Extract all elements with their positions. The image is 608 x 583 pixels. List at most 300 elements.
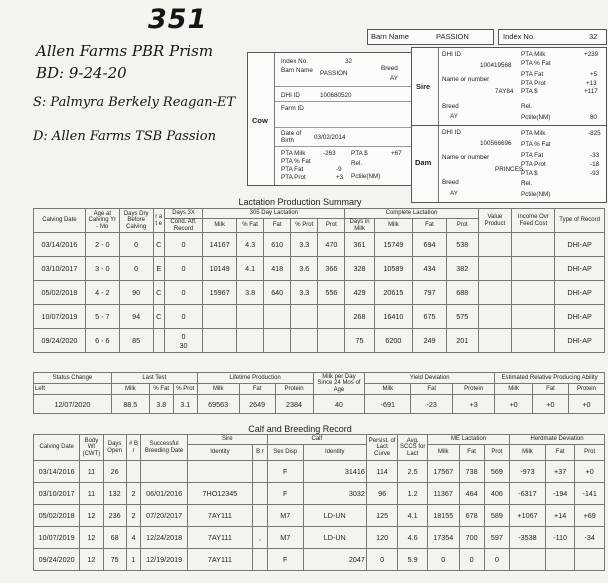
calf-sire [187,461,252,483]
lact-dry: 0 [119,257,153,281]
dam-pta-fatpct-label: PTA % Fat [521,141,551,148]
lact-fatpct: 4.3 [237,233,264,257]
calf-succ: 12/19/2019 [141,549,187,571]
table-row [34,483,605,505]
lact-h-cprot: Prot [446,219,478,233]
calf-h-bodywt: Body Wt (CWT) [80,435,103,461]
lact-h-days-milk: Days in Milk [345,219,374,233]
dam-pta-milk-value: -825 [588,130,601,137]
lact-type: DHI-AP [555,257,605,281]
lact-dim: 328 [345,257,374,281]
handwritten-number: 351 [148,4,208,35]
calf-h-nbr: # B r [126,435,141,461]
lact-rate [153,329,164,353]
lact-fat: 610 [264,233,291,257]
status-h-left: Left [34,384,112,395]
lact-age: 5 - 7 [85,305,119,329]
cow-pta-dollar-value: +67 [391,150,402,157]
calf-br [253,549,268,571]
sire-section-label: Sire [416,82,431,91]
lact-date: 10/07/2019 [34,305,86,329]
lact-d3x: 0 [181,288,186,297]
calf-persist: 125 [366,505,398,527]
calf-nbr: 1 [126,549,141,571]
lact-fatpct [237,329,264,353]
lact-cmilk: 15749 [374,233,412,257]
calf-h-hd-prot: Prot [575,445,605,461]
status-h-milk: Milk [111,384,149,395]
calf-sex: F [267,483,303,505]
dam-pta-prot-label: PTA Prot [521,161,546,168]
status-h-mpd: Milk per Day Since 24 Mos of Age [313,373,365,395]
lact-h-rate: r a t e [153,209,164,233]
lact-date: 05/02/2018 [34,281,86,305]
calf-me-prot: 597 [484,527,509,549]
calf-wt: 12 [80,549,103,571]
calf-h-calf: Calf [267,435,366,445]
table-row [34,505,605,527]
calf-succ: 06/01/2016 [141,483,187,505]
calf-hd-milk: -3538 [510,527,546,549]
lact-d3x-cond [164,281,202,305]
calf-hd-prot: -141 [575,483,605,505]
calf-nbr [126,461,141,483]
calf-me-prot: 406 [484,483,509,505]
cow-index-label: Index No. [281,58,308,65]
calf-persist: 120 [366,527,398,549]
calf-sccs: 2.5 [398,461,427,483]
status-mpd: 40 [313,395,365,414]
calf-hd-prot: +69 [575,505,605,527]
dam-dhi-value: 100566696 [480,140,512,147]
calf-hd-prot: +0 [575,461,605,483]
status-fatpct: 3.8 [149,395,173,414]
calf-nbr: 2 [126,483,141,505]
lact-cfat: 675 [413,305,447,329]
status-emilk: +0 [495,395,533,414]
sire-pta-milk-label: PTA Milk [521,51,546,58]
calf-open: 236 [103,505,126,527]
calf-persist: 114 [366,461,398,483]
lact-d3x: 0 [181,264,186,273]
calf-persist: 0 [366,549,398,571]
lact-dry: 94 [119,305,153,329]
calf-h-me-prot: Prot [484,445,509,461]
lact-cond: 30 [179,340,188,350]
status-yfat: -23 [411,395,453,414]
index-no-label: Index No. [503,32,536,41]
cow-pta-fat-label: PTA Fat [281,166,304,173]
calf-wt: 11 [80,483,103,505]
dam-breed-label: Breed [442,179,459,186]
calf-br [253,483,268,505]
calf-hd-milk [510,549,546,571]
lact-age: 3 - 0 [85,257,119,281]
lact-d3x-cond [164,257,202,281]
handwritten-sire: S: Palmyra Berkely Reagan-ET [33,95,236,110]
calf-open: 132 [103,483,126,505]
lact-income [512,281,555,305]
status-h-change: Status Change [34,373,112,384]
lact-cmilk: 6200 [374,329,412,353]
dam-pctile-label: Pctile(NM) [521,191,551,198]
status-h-lprot: Protein [275,384,313,395]
calf-sex: F [267,549,303,571]
table-row [34,395,605,414]
calf-h-date: Calving Date [34,435,80,461]
calf-me-milk: 0 [427,549,459,571]
status-ymilk: -691 [365,395,411,414]
lact-rate: C [153,233,164,257]
lact-d3x: 0 [181,240,186,249]
sire-box [411,47,607,127]
calf-me-prot: 589 [484,505,509,527]
cow-pta-milk-label: PTA Milk [281,150,306,157]
sire-dhi-label: DHI ID [442,51,461,58]
status-h-protpct: % Prot [173,384,197,395]
lact-cfat: 249 [413,329,447,353]
calf-h-calf-id: Identity [303,445,366,461]
calf-date: 03/14/2016 [34,461,80,483]
calf-wt: 12 [80,527,103,549]
calf-me-milk: 11367 [427,483,459,505]
calf-h-hd-fat: Fat [545,445,574,461]
sire-rel-label: Rel. [521,103,533,110]
calf-me-milk: 17354 [427,527,459,549]
lact-prot [318,329,345,353]
status-lfat: 2649 [239,395,275,414]
calf-h-herd: Herdmate Deviation [510,435,605,445]
lact-h-protpct: % Prot [291,219,318,233]
lact-protpct: 3.3 [291,281,318,305]
calf-id: 3032 [303,483,366,505]
lact-cmilk: 20615 [374,281,412,305]
calf-me-fat: 738 [459,461,484,483]
calf-me-prot: 569 [484,461,509,483]
cow-breed-value: AY [390,75,398,82]
lact-h-milk: Milk [203,219,237,233]
lact-type: DHI-AP [555,281,605,305]
lact-d3x-cond [164,329,202,353]
lact-h-age: Age at Calving Yr - Mo [85,209,119,233]
calf-date: 05/02/2018 [34,505,80,527]
lact-prot [318,305,345,329]
status-table [33,372,605,414]
calf-sire: 7HO12345 [187,483,252,505]
lact-cfat: 694 [413,233,447,257]
cow-pta-dollar-label: PTA $ [351,150,368,157]
lact-fat: 640 [264,281,291,305]
status-h-yfat: Fat [411,384,453,395]
calf-sex: M7 [267,505,303,527]
status-h-efat: Fat [533,384,569,395]
dam-name-label: Name or number [442,154,490,161]
sire-pta-fat-value: +5 [590,71,598,78]
cow-barn-value: PASSION [320,70,348,77]
status-milk: 88.5 [111,395,149,414]
calf-date: 10/07/2019 [34,527,80,549]
dam-section-label: Dam [415,158,432,167]
lact-d3x-cond [164,305,202,329]
dam-pta-dollar-label: PTA $ [521,170,538,177]
calf-hd-fat: +37 [545,461,574,483]
lact-prot: 366 [318,257,345,281]
calf-sccs: 4.1 [398,505,427,527]
status-h-ymilk: Milk [365,384,411,395]
lact-prot: 556 [318,281,345,305]
sire-name-label: Name or number [442,76,490,83]
cow-pta-fatpct-label: PTA % Fat [281,158,311,165]
cow-farm-label: Farm ID [281,105,304,112]
calf-hd-fat: -110 [545,527,574,549]
calf-sex: M7 [267,527,303,549]
table-row [34,257,605,281]
calf-hd-prot: -34 [575,527,605,549]
lact-protpct: 3.6 [291,257,318,281]
lact-age: 4 - 2 [85,281,119,305]
calf-sccs: 5.9 [398,549,427,571]
lact-h-value: Value Product [478,209,512,233]
barn-name-value: PASSION [436,32,469,41]
sire-pta-prot-label: PTA Prot [521,80,546,87]
calf-br [253,461,268,483]
lact-value [478,329,512,353]
lact-protpct [291,329,318,353]
lact-h-prot: Prot [318,219,345,233]
lact-h-305: 305 Day Lactation [203,209,345,219]
dam-pta-fat-value: -33 [590,152,600,159]
lact-fat: 418 [264,257,291,281]
lact-type: DHI-AP [555,305,605,329]
lact-cprot: 575 [446,305,478,329]
lact-h-days-dry: Days Dry Before Calving [119,209,153,233]
calf-me-milk: 17567 [427,461,459,483]
calf-hd-milk: -6317 [510,483,546,505]
lact-dim: 429 [345,281,374,305]
cow-index-value: 32 [345,58,353,65]
cow-pta-milk-value: -263 [323,150,336,157]
calf-id: 31416 [303,461,366,483]
lact-d3x: 0 [181,312,186,321]
calf-wt: 11 [80,461,103,483]
cow-box [247,52,413,186]
lact-milk: 10149 [203,257,237,281]
status-h-yield: Yield Deviation [365,373,495,384]
lact-prot: 470 [318,233,345,257]
lact-fatpct [237,305,264,329]
lact-h-type: Type of Record [555,209,605,233]
calf-hd-fat [545,549,574,571]
lact-protpct: 3.3 [291,233,318,257]
lact-h-cond: Cond. Aff. Record [164,219,202,233]
calf-me-fat: 0 [459,549,484,571]
calf-succ: 07/20/2017 [141,505,187,527]
lact-income [512,257,555,281]
cow-section-label: Cow [252,116,268,125]
sire-breed-value: AY [450,113,458,120]
lact-rate: C [153,305,164,329]
dam-pta-prot-value: -18 [590,161,600,168]
sire-pta-prot-value: +13 [586,80,597,87]
lact-milk: 14167 [203,233,237,257]
calf-title: Calf and Breeding Record [248,424,352,434]
calf-sex: F [267,461,303,483]
calf-date: 03/10/2017 [34,483,80,505]
status-lprot: 2384 [275,395,313,414]
calf-open: 75 [103,549,126,571]
table-row [34,527,605,549]
calf-h-me: ME Lactation [427,435,509,445]
sire-pctile-value: 80 [590,114,598,121]
calf-hd-milk: -973 [510,461,546,483]
calf-id: 2047 [303,549,366,571]
calf-open: 68 [103,527,126,549]
sire-name-value: 7AY84 [495,88,514,95]
status-protpct: 3.1 [173,395,197,414]
status-h-erpa: Estimated Relative Producing Ability [495,373,605,384]
cow-pta-prot-label: PTA Prot [281,174,306,181]
lact-fatpct: 3.8 [237,281,264,305]
dam-pta-milk-label: PTA Milk [521,130,546,137]
handwritten-dam: D: Allen Farms TSB Passion [33,129,216,144]
lact-dry: 90 [119,281,153,305]
sire-pta-dollar-label: PTA $ [521,88,538,95]
lact-value [478,281,512,305]
lact-rate: C [153,281,164,305]
lact-income [512,233,555,257]
calf-me-fat: 678 [459,505,484,527]
sire-dhi-value: 100419568 [480,62,512,69]
calf-open: 26 [103,461,126,483]
calf-table [33,434,605,571]
lact-age: 2 - 0 [85,233,119,257]
cow-barn-label: Barn Name [281,67,313,74]
status-h-fatpct: % Fat [149,384,173,395]
lact-h-income: Income Ovr Feed Cost [512,209,555,233]
table-row [34,461,605,483]
status-eprot: +0 [568,395,604,414]
calf-id: LD-UN [303,505,366,527]
lact-cprot: 382 [446,257,478,281]
sire-breed-label: Breed [442,103,459,110]
sire-pta-milk-value: +239 [584,51,599,58]
table-row [34,329,605,353]
cow-pta-fat-value: -9 [336,166,342,173]
sire-pctile-label: Pctile(NM) [521,114,551,121]
status-yprot: +3 [453,395,495,414]
dam-name-value: PRINCES [495,166,523,173]
calf-sccs: 1.2 [398,483,427,505]
calf-nbr: 2 [126,505,141,527]
lact-rate: E [153,257,164,281]
lact-protpct [291,305,318,329]
lact-dim: 268 [345,305,374,329]
status-h-lfat: Fat [239,384,275,395]
calf-h-sex: Sex Disp [267,445,303,461]
lact-d3x: 0 [181,331,186,341]
index-no-value: 32 [589,32,598,41]
calf-h-persist: Persist. of Lact Curve [366,435,398,461]
lact-fat [264,305,291,329]
calf-sire: 7AY111 [187,505,252,527]
dam-pta-fat-label: PTA Fat [521,152,544,159]
calf-sire: 7AY111 [187,549,252,571]
handwritten-birthdate: BD: 9-24-20 [36,64,127,82]
lact-type: DHI-AP [555,233,605,257]
calf-hd-prot [575,549,605,571]
lact-h-cmilk: Milk [374,219,412,233]
lact-cprot: 688 [446,281,478,305]
lact-date: 03/10/2017 [34,257,86,281]
calf-me-fat: 700 [459,527,484,549]
status-efat: +0 [533,395,569,414]
calf-sccs: 4.6 [398,527,427,549]
calf-h-me-fat: Fat [459,445,484,461]
cow-pta-prot-value: +3 [336,174,344,181]
status-h-yprot: Protein [453,384,495,395]
lact-h-days3x: Days 3X [164,209,202,219]
calf-h-me-milk: Milk [427,445,459,461]
lact-d3x-cond [164,233,202,257]
calf-h-sire: Sire [187,435,267,445]
calf-persist: 96 [366,483,398,505]
lact-dry: 85 [119,329,153,353]
lact-fatpct: 4.1 [237,257,264,281]
dam-pta-dollar-value: -93 [590,170,600,177]
calf-succ [141,461,187,483]
lact-date: 09/24/2020 [34,329,86,353]
table-row [34,305,605,329]
lact-cmilk: 16410 [374,305,412,329]
table-row [34,233,605,257]
lact-age: 6 - 6 [85,329,119,353]
dam-breed-value: AY [450,190,458,197]
lact-type: DHI-AP [555,329,605,353]
cow-pctile-label: Pctile(NM) [351,173,381,180]
calf-succ: 12/24/2018 [141,527,187,549]
calf-h-sire-br: B r [253,445,268,461]
sire-pta-dollar-value: +117 [584,88,598,95]
lact-cfat: 434 [413,257,447,281]
dam-box [411,125,607,203]
calf-h-days-open: Days Open [103,435,126,461]
handwritten-name: Allen Farms PBR Prism [36,42,214,60]
lact-dim: 361 [345,233,374,257]
calf-h-avg-sccs: Avg. SCCS for Lact [398,435,427,461]
calf-me-prot: 0 [484,549,509,571]
lact-dim: 75 [345,329,374,353]
sire-pta-fatpct-label: PTA % Fat [521,60,551,67]
status-h-last-test: Last Test [111,373,197,384]
lact-income [512,305,555,329]
calf-br: , [253,527,268,549]
lact-cmilk: 10589 [374,257,412,281]
calf-wt: 12 [80,505,103,527]
cow-dhi-value: 100680520 [320,92,352,99]
lact-fat [264,329,291,353]
calf-h-sire-id: Identity [187,445,252,461]
status-h-lifetime: Lifetime Production [197,373,313,384]
calf-h-succ: Successful Breeding Date [141,435,187,461]
lact-h-fatpct: % Fat [237,219,264,233]
status-left-date: 12/07/2020 [34,395,112,414]
lactation-title: Lactation Production Summary [238,197,362,207]
lact-income [512,329,555,353]
dam-rel-label: Rel. [521,180,533,187]
lact-value [478,257,512,281]
calf-hd-milk: +1067 [510,505,546,527]
calf-hd-fat: -194 [545,483,574,505]
